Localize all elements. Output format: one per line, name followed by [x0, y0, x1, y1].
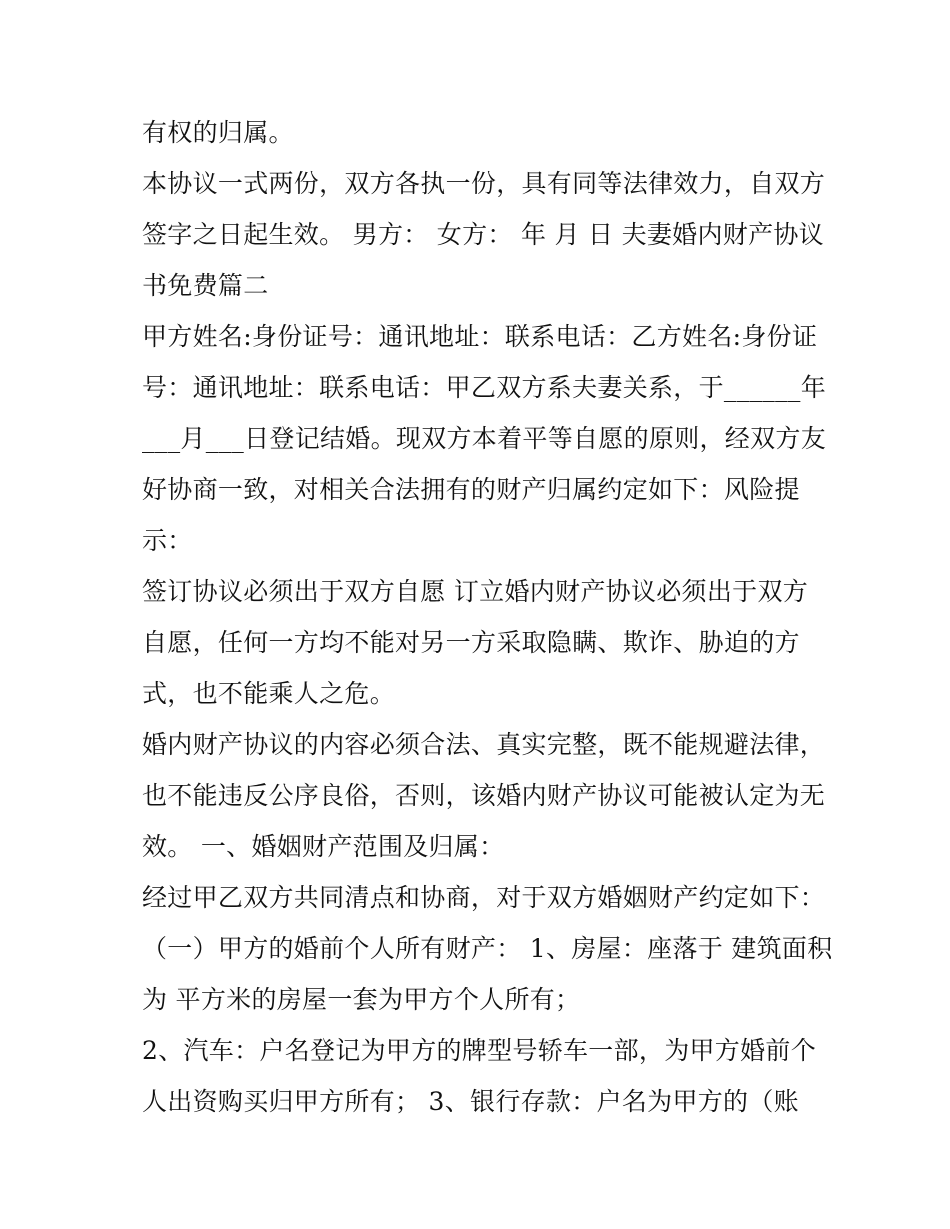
text-line: 有权的归属。 [142, 118, 294, 147]
text-line: 自愿，任何一方均不能对另一方采取隐瞒、欺诈、胁迫的方 [142, 628, 800, 657]
text-line: 好协商一致，对相关合法拥有的财产归属约定如下：风险提 [142, 475, 800, 504]
text-line: 式，也不能乘人之危。 [142, 679, 396, 708]
text-line: 签订协议必须出于双方自愿 订立婚内财产协议必须出于双方 [142, 577, 809, 606]
text-line: 号：通讯地址：联系电话：甲乙双方系夫妻关系，于______年 [142, 373, 827, 402]
text-line: 甲方姓名:身份证号：通讯地址：联系电话：乙方姓名:身份证 [142, 322, 818, 351]
text-line: 本协议一式两份，双方各执一份，具有同等法律效力，自双方 [142, 169, 826, 198]
text-line: 经过甲乙双方共同清点和协商，对于双方婚姻财产约定如下： [142, 883, 826, 912]
text-line: （一）甲方的婚前个人所有财产： 1、房屋：座落于 建筑面积 [142, 934, 833, 963]
text-line: 签字之日起生效。 男方： 女方： 年 月 日 夫妻婚内财产协议 [142, 220, 824, 249]
text-line: ___月___日登记结婚。现双方本着平等自愿的原则，经双方友 [142, 424, 827, 453]
text-line: 也不能违反公序良俗，否则，该婚内财产协议可能被认定为无 [142, 781, 826, 810]
text-line: 婚内财产协议的内容必须合法、真实完整，既不能规避法律， [142, 730, 826, 759]
text-line: 人出资购买归甲方所有； 3、银行存款：户名为甲方的（账 [142, 1087, 799, 1116]
text-line: 效。 一、婚姻财产范围及归属： [142, 832, 505, 861]
text-line: 为 平方米的房屋一套为甲方个人所有； [142, 985, 581, 1014]
text-line: 书免费篇二 [142, 271, 269, 300]
document-body [142, 107, 832, 1127]
text-line: 示： [142, 526, 193, 555]
text-line: 2、汽车：户名登记为甲方的牌型号轿车一部，为甲方婚前个 [142, 1036, 817, 1065]
